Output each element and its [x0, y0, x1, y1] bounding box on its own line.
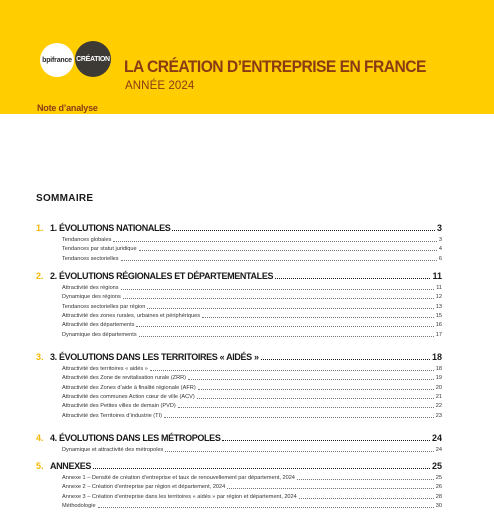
toc-entry-title: Attractivité des Territoires d’industrie (TI): [62, 412, 162, 419]
document-subtitle: ANNÉE 2024: [125, 80, 195, 92]
toc-section-1[interactable]: [36, 222, 442, 233]
toc-entry[interactable]: [62, 401, 442, 409]
toc-entry[interactable]: [62, 501, 442, 509]
toc-leader-dots: [139, 336, 434, 337]
toc-leader-dots: [113, 241, 436, 242]
toc-entry[interactable]: [62, 311, 442, 319]
toc-entry[interactable]: [62, 302, 442, 310]
toc-entry-page: 3: [438, 237, 442, 243]
toc-leader-dots: [147, 308, 433, 309]
toc-entry[interactable]: [62, 373, 442, 381]
creation-logo: [75, 41, 111, 77]
toc-heading: SOMMAIRE: [36, 193, 94, 204]
toc-leader-dots: [165, 451, 433, 452]
toc-entry[interactable]: [62, 235, 442, 243]
toc-entry[interactable]: [62, 482, 442, 490]
toc-entry-title: Dynamique et attractivité des métropoles: [62, 447, 164, 453]
toc-section-title: 3. ÉVOLUTIONS DANS LES TERRITOIRES « AIDÉS »: [50, 352, 259, 362]
toc-entry-title: Annexe 1 – Densité de création d’entreprise et taux de renouvellement par département, 2024: [62, 475, 295, 481]
toc-entry[interactable]: [62, 473, 442, 481]
toc-entry-page: 21: [435, 393, 442, 400]
creation-logo-text: CRÉATION: [76, 55, 110, 63]
toc-entry-title: Attractivité des départements: [62, 322, 135, 329]
toc-entry-title: Tendances sectorielles: [62, 255, 119, 262]
toc-entry-title: Attractivité des territoires « aidés »: [62, 366, 148, 372]
toc-entry-page: 17: [435, 331, 442, 338]
toc-entry[interactable]: [62, 411, 442, 419]
toc-section-4[interactable]: [36, 432, 442, 443]
toc-entry-title: Tendances par statut juridique: [62, 246, 137, 253]
toc-section-number: 2.: [36, 271, 44, 281]
document-type-label: Note d’analyse: [37, 103, 98, 113]
toc-entry-page: 24: [435, 447, 442, 453]
toc-leader-dots: [93, 468, 430, 469]
toc-entry[interactable]: [62, 283, 442, 291]
toc-entry-page: 13: [435, 303, 442, 310]
toc-leader-dots: [98, 507, 434, 508]
toc-entry-title: Dynamique des départements: [62, 331, 137, 338]
toc-section-title: 4. ÉVOLUTIONS DANS LES MÉTROPOLES: [50, 433, 221, 443]
toc-entry-page: 28: [435, 493, 442, 500]
toc-entry-title: Méthodologie: [62, 502, 96, 509]
toc-leader-dots: [198, 389, 434, 390]
toc-entry-title: Tendances globales: [62, 237, 112, 243]
toc-leader-dots: [123, 298, 434, 299]
toc-leader-dots: [197, 398, 434, 399]
toc-entry-page: 12: [435, 294, 442, 301]
toc-entry-page: 23: [435, 412, 442, 419]
toc-section-number: 4.: [36, 433, 44, 443]
toc-entry[interactable]: [62, 244, 442, 252]
toc-leader-dots: [222, 440, 430, 441]
toc-entry-title: Annexe 2 – Création d’entreprise par région et département, 2024: [62, 484, 226, 491]
toc-section-page: 11: [432, 271, 442, 281]
toc-entry[interactable]: [62, 330, 442, 338]
toc-entry-title: Attractivité des Zones d’aide à finalité régionale (AFR): [62, 384, 196, 391]
toc-section-page: 25: [431, 461, 442, 471]
toc-section-title: 2. ÉVOLUTIONS RÉGIONALES ET DÉPARTEMENTALES: [50, 271, 274, 281]
toc-leader-dots: [121, 260, 437, 261]
toc-entry-page: 15: [435, 312, 442, 319]
toc-entry-page: 26: [435, 484, 442, 491]
toc-entry-page: 22: [435, 403, 442, 410]
toc-section-5[interactable]: [36, 460, 442, 471]
toc-section-2[interactable]: [36, 270, 442, 281]
toc-entry-title: Annexe 3 – Création d’entreprise dans les territoires « aidés » par région et département, 2024: [62, 493, 297, 500]
toc-leader-dots: [227, 488, 434, 489]
toc-leader-dots: [136, 326, 433, 327]
toc-entry-title: Attractivité des communes Action cœur de ville (ACV): [62, 393, 195, 400]
toc-leader-dots: [188, 379, 434, 380]
toc-entry-page: 19: [435, 375, 442, 382]
toc-section-number: 1.: [36, 223, 44, 233]
header-banner: [0, 0, 494, 114]
toc-entry-page: 16: [435, 322, 442, 329]
toc-section-title: 1. ÉVOLUTIONS NATIONALES: [50, 223, 171, 233]
bpifrance-logo: [40, 43, 74, 77]
toc-leader-dots: [297, 479, 434, 480]
toc-entry[interactable]: [62, 492, 442, 500]
toc-leader-dots: [164, 417, 434, 418]
toc-section-number: 3.: [36, 352, 44, 362]
toc-section-page: 3: [436, 223, 442, 233]
toc-entry-title: Dynamique des régions: [62, 294, 121, 301]
toc-leader-dots: [139, 250, 437, 251]
toc-entry[interactable]: [62, 364, 442, 372]
toc-entry[interactable]: [62, 320, 442, 328]
toc-section-page: 24: [431, 433, 442, 443]
toc-entry-title: Attractivité des Petites villes de demain (PVD): [62, 403, 176, 410]
toc-entry-title: Attractivité des zones rurales, urbaines et périphériques: [62, 312, 201, 319]
toc-entry-title: Tendances sectorielles par région: [62, 303, 146, 310]
toc-entry-page: 30: [435, 502, 442, 509]
toc-section-page: 18: [431, 352, 442, 362]
toc-entry-page: 20: [435, 384, 442, 391]
toc-leader-dots: [202, 317, 434, 318]
toc-entry[interactable]: [62, 254, 442, 262]
toc-leader-dots: [275, 278, 430, 279]
toc-leader-dots: [178, 407, 434, 408]
toc-leader-dots: [121, 289, 435, 290]
toc-entry-page: 6: [438, 255, 442, 262]
toc-entry[interactable]: [62, 383, 442, 391]
toc-section-number: 5.: [36, 461, 44, 471]
toc-entry[interactable]: [62, 445, 442, 453]
toc-leader-dots: [261, 359, 430, 360]
toc-entry[interactable]: [62, 392, 442, 400]
toc-entry-page: 25: [435, 475, 442, 481]
document-title: LA CRÉATION D’ENTREPRISE EN FRANCE: [124, 57, 426, 76]
toc-section-3[interactable]: [36, 351, 442, 362]
bpifrance-logo-text: bpifrance: [42, 56, 72, 64]
toc-entry-title: Attractivité des régions: [62, 285, 119, 291]
toc-entry-page: 11: [436, 285, 442, 291]
toc-leader-dots: [299, 498, 434, 499]
toc-entry-page: 18: [435, 366, 442, 372]
toc-leader-dots: [150, 370, 434, 371]
toc-entry[interactable]: [62, 292, 442, 300]
toc-entry-page: 4: [438, 246, 442, 253]
toc-section-title: ANNEXES: [50, 461, 92, 471]
toc-leader-dots: [172, 230, 435, 231]
toc-entry-title: Attractivité des Zone de revitalisation rurale (ZRR): [62, 375, 187, 382]
